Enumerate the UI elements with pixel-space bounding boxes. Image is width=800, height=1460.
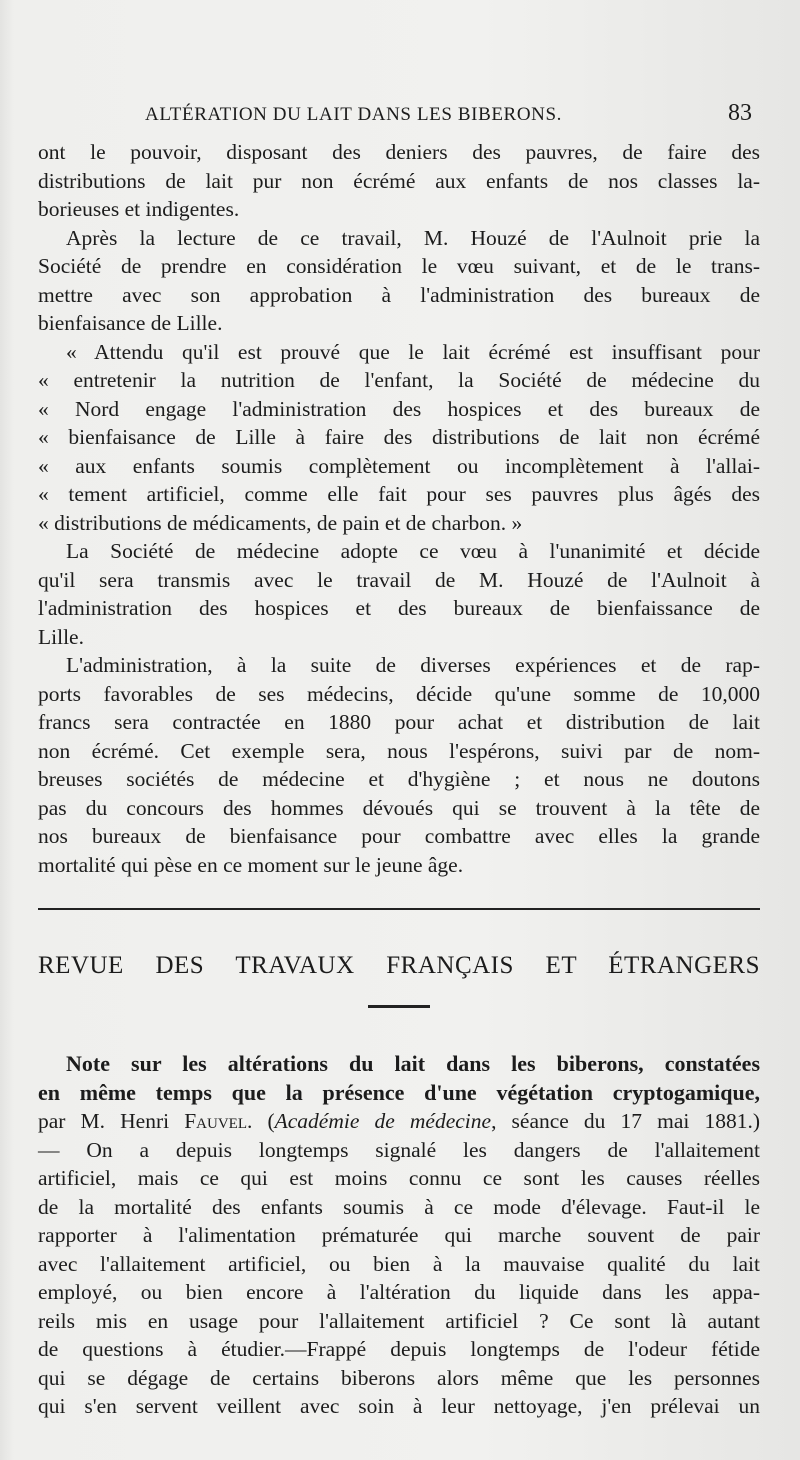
text-line: borieuses et indigentes.: [38, 197, 240, 221]
text-line: de questions à étudier.—Frappé depuis longtemps de l'odeur fétide: [38, 1337, 760, 1361]
text-line: « bienfaisance de Lille à faire des distributions de lait non écrémé: [38, 425, 760, 449]
body-text: [38, 138, 760, 879]
text-line: non écrémé. Cet exemple sera, nous l'espérons, suivi par de nom-: [38, 738, 760, 763]
text-line: « distributions de médicaments, de pain et de charbon. »: [38, 510, 523, 535]
text-line: mettre avec son approbation à l'administration des bureaux de: [38, 282, 760, 307]
text-line: « aux enfants soumis complètement ou incomplètement à l'allai-: [38, 453, 760, 478]
byline-suffix: , séance du 17 mai 1881.): [491, 1109, 760, 1133]
text-line: artificiel, mais ce qui est moins connu ce sont les causes réelles: [38, 1166, 760, 1190]
text-line: L'administration, à la suite de diverses expériences et de rap-: [66, 653, 760, 677]
article-byline: [38, 1107, 760, 1136]
text-line: employé, ou bien encore à l'altération du liquide dans les appa-: [38, 1280, 760, 1304]
text-line: ont le pouvoir, disposant des deniers des pauvres, de faire des: [38, 140, 760, 164]
running-title: ALTÉRATION DU LAIT DANS LES BIBERONS.: [145, 104, 562, 125]
article-heading: Note sur les altérations du lait dans les biberons, constatées: [66, 1051, 760, 1076]
text-line: reils mis en usage pour l'allaitement artificiel ? Ce sont là autant: [38, 1308, 760, 1333]
author-name: Fauvel: [184, 1109, 247, 1133]
source-name: Académie de médecine: [274, 1109, 492, 1133]
text-line: bienfaisance de Lille.: [38, 311, 223, 335]
text-line: « entretenir la nutrition de l'enfant, la Société de médecine du: [38, 368, 760, 392]
text-line: qu'il sera transmis avec le travail de M. Houzé de l'Aulnoit à: [38, 567, 760, 592]
article-heading: en même temps que la présence d'une végétation cryptogamique,: [38, 1079, 760, 1105]
text-line: Lille.: [38, 624, 84, 649]
text-line: « Nord engage l'administration des hospices et des bureaux de: [38, 396, 760, 421]
article: [38, 1050, 760, 1421]
text-line: pas du concours des hommes dévoués qui se trouvent à la tête de: [38, 795, 760, 820]
text-line: nos bureaux de bienfaisance pour combattre avec elles la grande: [38, 824, 760, 848]
text-line: Après la lecture de ce travail, M. Houzé de l'Aulnoit prie la: [66, 225, 760, 250]
text-line: La Société de médecine adopte ce vœu à l'unanimité et décide: [66, 539, 760, 563]
page-number: 83: [728, 100, 752, 126]
text-line: l'administration des hospices et des bureaux de bienfaissance de: [38, 596, 760, 620]
text-line: distributions de lait pur non écrémé aux enfants de nos classes la-: [38, 168, 760, 193]
text-line: « Attendu qu'il est prouvé que le lait écrémé est insuffisant pour: [66, 339, 760, 364]
text-line: francs sera contractée en 1880 pour achat et distribution de lait: [38, 710, 760, 734]
text-line: ports favorables de ses médecins, décide qu'une somme de 10,000: [38, 681, 760, 706]
text-line: breuses sociétés de médecine et d'hygiène ; et nous ne doutons: [38, 767, 760, 791]
byline-prefix: par M. Henri: [38, 1109, 185, 1133]
byline-mid: . (: [246, 1109, 275, 1133]
text-line: qui s'en servent veillent avec soin à leur nettoyage, j'en prélevai un: [38, 1394, 760, 1418]
text-line: qui se dégage de certains biberons alors même que les personnes: [38, 1365, 760, 1390]
text-line: de la mortalité des enfants soumis à ce mode d'élevage. Faut-il le: [38, 1194, 760, 1219]
section-divider: [38, 908, 760, 910]
text-line: « tement artificiel, comme elle fait pour ses pauvres plus âgés des: [38, 482, 760, 506]
text-line: — On a depuis longtemps signalé les dangers de l'allaitement: [38, 1137, 760, 1162]
title-underline: [368, 1005, 430, 1008]
text-line: rapporter à l'alimentation prématurée qui marche souvent de pair: [38, 1223, 760, 1247]
section-title: REVUE DES TRAVAUX FRANÇAIS ET ÉTRANGERS: [38, 952, 760, 979]
text-line: Société de prendre en considération le vœu suivant, et de le trans-: [38, 254, 760, 278]
text-line: mortalité qui pèse en ce moment sur le jeune âge.: [38, 852, 464, 877]
text-line: avec l'allaitement artificiel, ou bien à la mauvaise qualité du lait: [38, 1251, 760, 1276]
